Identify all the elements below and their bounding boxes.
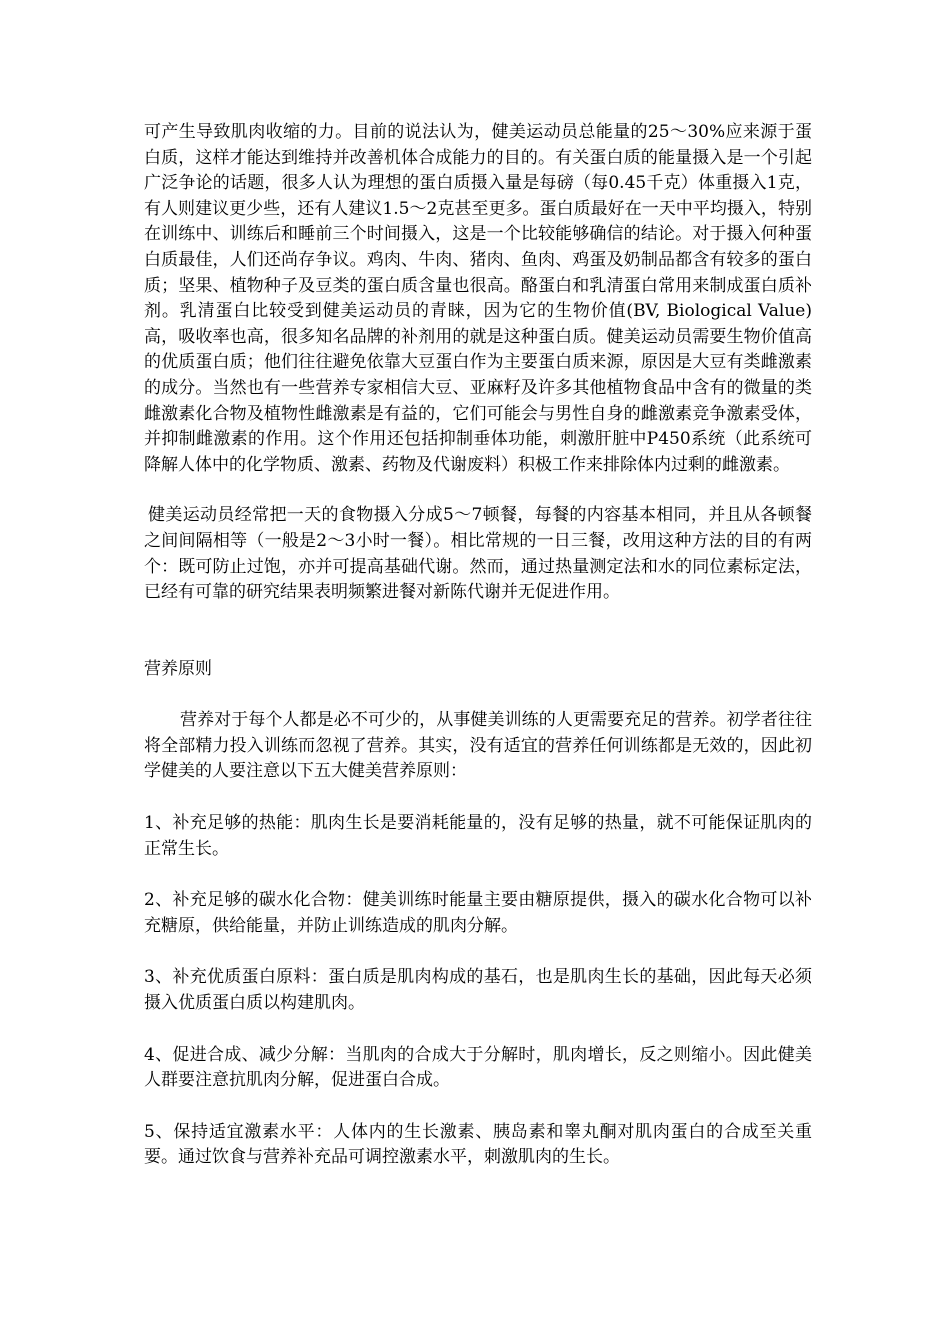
principle-item-2: 2、补充足够的碳水化合物：健美训练时能量主要由糖原提供，摄入的碳水化合物可以补充糖原，供给能量，并防止训练造成的肌肉分解。 — [144, 890, 812, 936]
paragraph-meals: 健美运动员经常把一天的食物摄入分成5～7顿餐，每餐的内容基本相同，并且从各顿餐之间间隔相等（一般是2～3小时一餐）。相比常规的一日三餐，改用这种方法的目的有两个：既可防止过饱，亦并可提高基础代谢。然而，通过热量测定法和水的同位素标定法，已经有可靠的研究结果表明频繁进餐对新陈代谢并无促进作用。 — [144, 505, 812, 603]
paragraph-intro: 营养对于每个人都是必不可少的，从事健美训练的人更需要充足的营养。初学者往往将全部精力投入训练而忽视了营养。其实，没有适宜的营养任何训练都是无效的，因此初学健美的人要注意以下五大健美营养原则： — [144, 710, 812, 782]
section-heading: 营养原则 — [144, 658, 212, 679]
document-page — [144, 120, 812, 1171]
principle-item-5: 5、保持适宜激素水平：人体内的生长激素、胰岛素和睾丸酮对肌肉蛋白的合成至关重要。通过饮食与营养补充品可调控激素水平，刺激肌肉的生长。 — [144, 1121, 812, 1168]
principle-item-4: 4、促进合成、减少分解：当肌肉的合成大于分解时，肌肉增长，反之则缩小。因此健美人群要注意抗肌肉分解，促进蛋白合成。 — [144, 1044, 812, 1091]
principle-item-1: 1、补充足够的热能：肌肉生长是要消耗能量的，没有足够的热量，就不可能保证肌肉的正常生长。 — [144, 813, 812, 859]
paragraph-protein: 可产生导致肌肉收缩的力。目前的说法认为，健美运动员总能量的25～30%应来源于蛋白质，这样才能达到维持并改善机体合成能力的目的。有关蛋白质的能量摄入是一个引起广泛争论的话题，很多人认为理想的蛋白质摄入量是每磅（每0.45千克）体重摄入1克，有人则建议更少些，还有人建议1.5～2克甚至更多。蛋白质最好在一天中平均摄入，特别在训练中、训练后和睡前三个时间摄入，这是一个比较能够确信的结论。对于摄入何种蛋白质最佳，人们还尚存争议。鸡肉、牛肉、猪肉、鱼肉、鸡蛋及奶制品都含有较多的蛋白质；坚果、植物种子及豆类的蛋白质含量也很高。酪蛋白和乳清蛋白常用来制成蛋白质补剂。乳清蛋白比较受到健美运动员的青睐，因为它的生物价值(BV, Biological Value)高，吸收率也高，很多知名品牌的补剂用的就是这种蛋白质。健美运动员需要生物价值高的优质蛋白质；他们往往避免依靠大豆蛋白作为主要蛋白质来源，原因是大豆有类雌激素的成分。当然也有一些营养专家相信大豆、亚麻籽及许多其他植物食品中含有的微量的类雌激素化合物及植物性雌激素是有益的，它们可能会与男性自身的雌激素竞争激素受体，并抑制雌激素的作用。这个作用还包括抑制垂体功能，刺激肝脏中P450系统（此系统可降解人体中的化学物质、激素、药物及代谢废料）积极工作来排除体内过剩的雌激素。 — [144, 122, 812, 475]
principle-item-3: 3、补充优质蛋白原料：蛋白质是肌肉构成的基石，也是肌肉生长的基础，因此每天必须摄入优质蛋白质以构建肌肉。 — [144, 967, 812, 1014]
